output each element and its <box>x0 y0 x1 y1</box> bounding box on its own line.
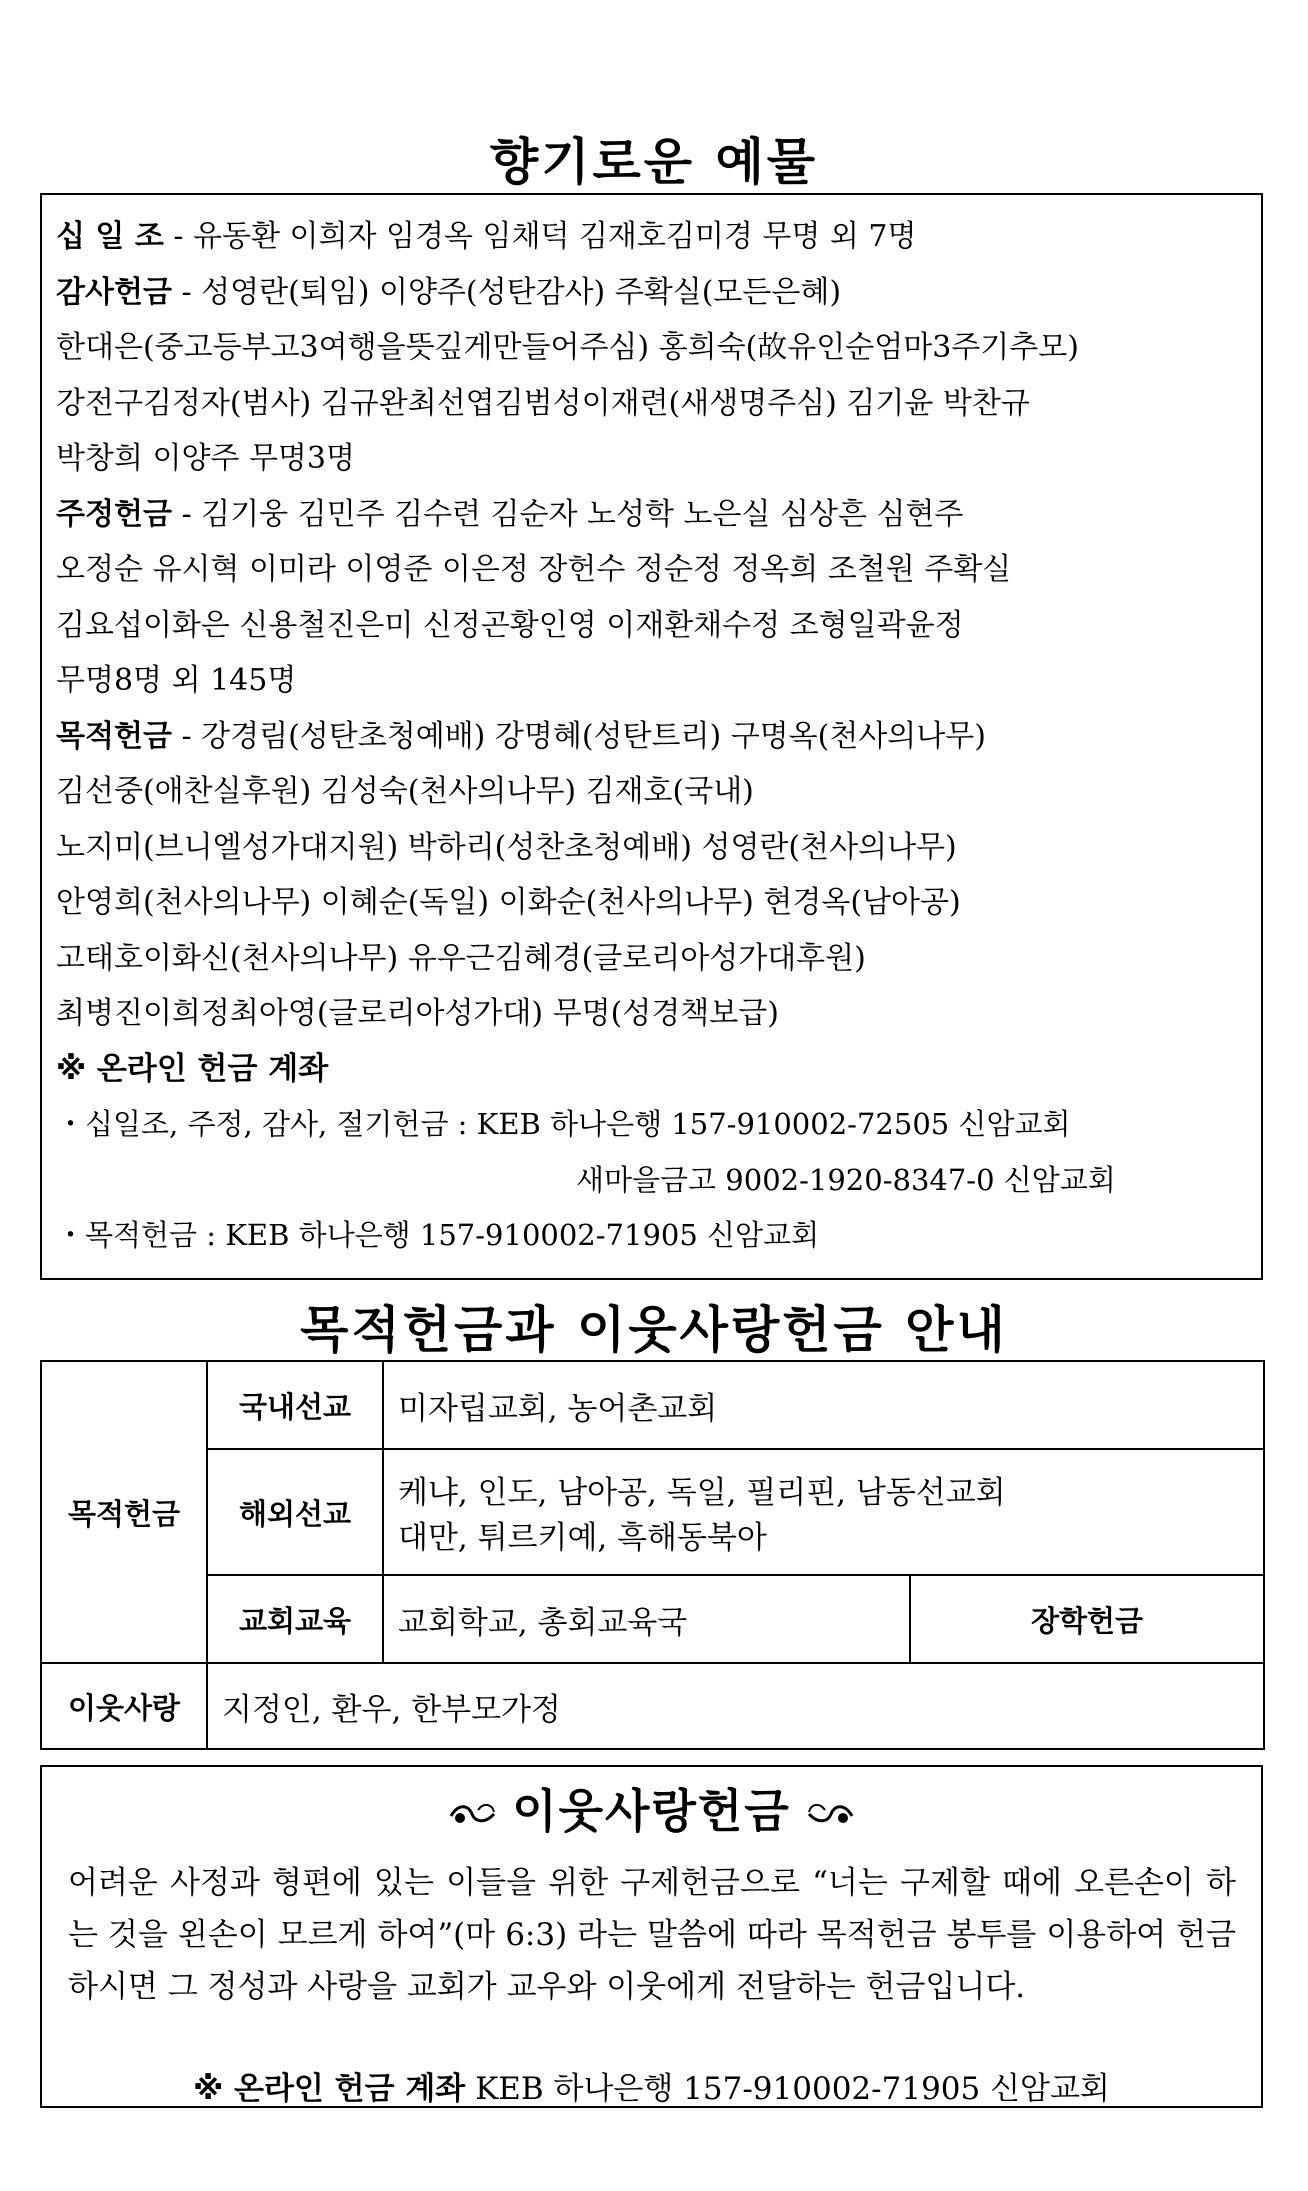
account-line: 새마을금고 9002-1920-8347-0 신암교회 <box>576 1162 1116 1197</box>
purpose-names: - 강경림(성탄초청예배) 강명혜(성탄트리) 구명옥(천사의나무) <box>171 718 986 754</box>
weekly-line: 오정순 유시혁 이미라 이영준 이은정 장헌수 정순정 정옥희 조철원 주확실 <box>56 552 1012 587</box>
account-line: ・목적헌금 : KEB 하나은행 157-910002-71905 신암교회 <box>56 1218 820 1252</box>
table-row <box>41 1361 1264 1449</box>
guide-title: 목적헌금과 이웃사랑헌금 안내 <box>300 1301 1008 1359</box>
thanks-line: 박창희 이양주 무명3명 <box>56 441 355 476</box>
thanks-names: - 성영란(퇴임) 이양주(성탄감사) 주확실(모든은혜) <box>171 274 842 310</box>
purpose-line: 고태호이화신(천사의나무) 유우근김혜경(글로리아성가대후원) <box>56 940 866 976</box>
offering-title: 향기로운 예물 <box>489 133 819 191</box>
guide-table <box>40 1360 1265 1750</box>
neighbor-love-box <box>40 1765 1263 2108</box>
table-row <box>41 1575 1264 1663</box>
weekly-line: 무명8명 외 145명 <box>56 663 297 698</box>
purpose-line: 안영희(천사의나무) 이혜순(독일) 이화순(천사의나무) 현경옥(남아공) <box>56 885 961 920</box>
scholarship-header: 장학헌금 <box>910 1575 1264 1663</box>
education-value: 교회학교, 총회교육국 <box>383 1575 910 1663</box>
thanks-line <box>56 265 1261 321</box>
table-row <box>41 1663 1264 1749</box>
weekly-line <box>56 487 1261 543</box>
domestic-value: 미자립교회, 농어촌교회 <box>383 1361 1264 1449</box>
purpose-line <box>56 709 1261 765</box>
education-header: 교회교육 <box>207 1575 383 1663</box>
thanks-line: 강전구김정자(범사) 김규완최선엽김범성이재련(새생명주심) 김기윤 박찬규 <box>56 385 1030 421</box>
table-row <box>41 1449 1264 1575</box>
tithe-label: 십 일 조 <box>56 219 164 254</box>
account-line: ・십일조, 주정, 감사, 절기헌금 : KEB 하나은행 157-910002-72505 신암교회 <box>56 1107 1071 1141</box>
thanks-label: 감사헌금 <box>56 274 172 310</box>
weekly-names: - 김기웅 김민주 김수련 김순자 노성학 노은실 심상흔 심현주 <box>171 496 964 532</box>
tithe-names: - 유동환 이희자 임경옥 임채덕 김재호김미경 무명 외 7명 <box>163 219 917 254</box>
overseas-value-line: 케냐, 인도, 남아공, 독일, 필리핀, 남동선교회 <box>398 1475 1006 1511</box>
purpose-line: 최병진이희정최아영(글로리아성가대) 무명(성경책보급) <box>56 996 779 1031</box>
purpose-header: 목적헌금 <box>41 1361 207 1663</box>
neighbor-love-title: 이웃사랑헌금 <box>512 1784 791 1838</box>
purpose-label: 목적헌금 <box>56 718 172 754</box>
tithe-line <box>56 209 1261 265</box>
neighbor-online-value: KEB 하나은행 157-910002-71905 신암교회 <box>465 2071 1110 2107</box>
neighbor-love-heading <box>42 1775 1261 1841</box>
thanks-line: 한대은(중고등부고3여행을뜻깊게만들어주심) 홍희숙(故유인순엄마3주기추모) <box>56 330 1079 365</box>
offering-box <box>40 193 1263 1280</box>
left-ornament-icon <box>448 1800 498 1830</box>
overseas-header: 해외선교 <box>207 1449 383 1575</box>
overseas-value-line: 대만, 튀르키예, 흑해동북아 <box>398 1520 767 1556</box>
neighbor-love-body: 어려운 사정과 형편에 있는 이들을 위한 구제헌금으로 “너는 구제할 때에 오른손이 하는 것을 왼손이 모르게 하여”(마 6:3) 라는 말씀에 따라 목적헌금 봉투를 이용하여 헌금하시면 그 정성과 사랑을 교회가 교우와 이웃에게 전달하는 헌금입니다. <box>68 1865 1236 2005</box>
neighbor-online-account <box>42 2063 1261 2108</box>
purpose-line: 김선중(애찬실후원) 김성숙(천사의나무) 김재호(국내) <box>56 774 754 809</box>
neighbor-value: 지정인, 환우, 한부모가정 <box>207 1663 1264 1749</box>
neighbor-online-label: ※ 온라인 헌금 계좌 <box>193 2071 466 2107</box>
right-ornament-icon <box>805 1800 855 1830</box>
neighbor-header: 이웃사랑 <box>41 1663 207 1749</box>
weekly-label: 주정헌금 <box>56 496 172 532</box>
online-account-title: ※ 온라인 헌금 계좌 <box>56 1050 329 1087</box>
purpose-line: 노지미(브니엘성가대지원) 박하리(성찬초청예배) 성영란(천사의나무) <box>56 829 957 865</box>
overseas-value <box>383 1449 1264 1575</box>
domestic-header: 국내선교 <box>207 1361 383 1449</box>
weekly-line: 김요섭이화은 신용철진은미 신정곤황인영 이재환채수정 조형일곽윤정 <box>56 607 964 643</box>
